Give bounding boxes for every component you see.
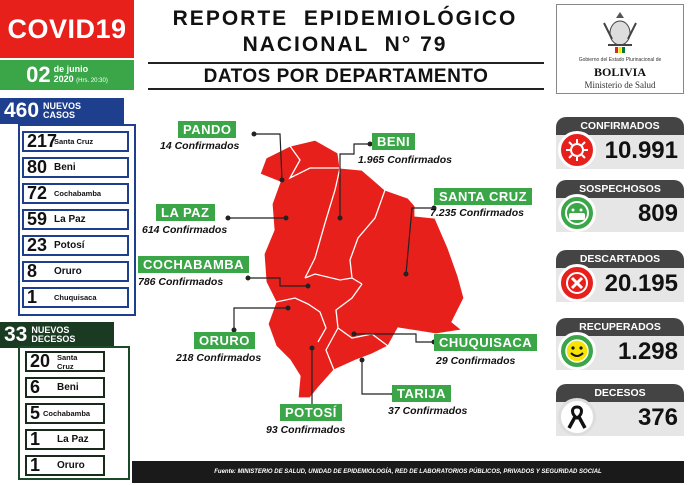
row-dept: La Paz [57, 434, 89, 445]
new-cases-row [22, 183, 129, 204]
row-count: 20 [30, 351, 51, 371]
dept-la-paz [156, 204, 215, 222]
title-line1: REPORTE EPIDEMIOLÓGICO [172, 7, 518, 30]
new-cases-row [22, 157, 129, 178]
stat-confirmados [556, 135, 684, 169]
new-cases-row [22, 261, 129, 282]
stat-decesos-label: DECESOS [556, 384, 684, 402]
covid19-label: COVID19 [7, 13, 127, 44]
row-count: 1 [30, 455, 41, 475]
covid19-banner [0, 0, 134, 58]
date-banner [0, 60, 134, 90]
dept-chuquisaca-conf: 29 Confirmados [436, 355, 516, 367]
dept-tarija-conf: 37 Confirmados [388, 405, 468, 417]
stat-recuperados-label: RECUPERADOS [556, 318, 684, 336]
new-deaths-row [25, 455, 105, 476]
dept-label: COCHABAMBA [138, 256, 249, 273]
ministry-logo [556, 4, 684, 94]
row-count: 8 [27, 261, 38, 281]
new-deaths-row [25, 377, 105, 398]
row-dept: Cochabamba [43, 409, 91, 418]
dept-santa-cruz [434, 188, 532, 206]
dept-potosi-conf: 93 Confirmados [266, 424, 346, 436]
logo-country: BOLIVIA [593, 65, 646, 79]
logo-gov-text: Gobierno del Estado Plurinacional de [578, 57, 662, 63]
dept-label: PANDO [178, 121, 236, 138]
new-deaths-row [25, 351, 105, 372]
stat-value: 1.298 [617, 338, 678, 365]
stat-value: 376 [637, 404, 678, 431]
date-month: de junio [53, 64, 89, 74]
new-deaths-label [31, 326, 75, 344]
new-deaths-row [25, 429, 105, 450]
row-dept: Chuquisaca [54, 293, 97, 302]
row-dept: Oruro [54, 266, 82, 277]
report-title [150, 6, 540, 58]
stat-sospechosos-label: SOSPECHOSOS [556, 180, 684, 198]
row-count: 6 [30, 377, 41, 397]
row-count: 72 [27, 183, 48, 203]
logo-ministry: Ministerio de Salud [584, 80, 656, 90]
new-cases-row [22, 235, 129, 256]
stat-decesos [556, 402, 684, 436]
dept-tarija [392, 385, 451, 403]
x-circle-icon [558, 264, 596, 302]
new-cases-label-line1: NUEVOS [43, 101, 82, 111]
dept-pando-conf: 14 Confirmados [160, 140, 240, 152]
row-count: 23 [27, 235, 48, 255]
dept-cochabamba [138, 256, 249, 274]
dept-oruro [194, 332, 255, 350]
row-count: 1 [27, 287, 38, 307]
new-deaths-header [0, 322, 114, 348]
date-year: 2020 [53, 74, 74, 84]
row-count: 59 [27, 209, 48, 229]
stat-confirmados-label: CONFIRMADOS [556, 117, 684, 135]
dept-pando [178, 121, 236, 139]
report-subtitle: DATOS POR DEPARTAMENTO [148, 62, 544, 90]
dept-label: TARIJA [392, 385, 451, 402]
row-dept: Cochabamba [54, 189, 102, 198]
dept-label: POTOSÍ [280, 404, 342, 421]
footer-source: Fuente: MINISTERIO DE SALUD, UNIDAD DE EPIDEMIOLOGÍA, RED DE LABORATORIOS PÚBLICOS, PRIVADOS Y SEGURIDAD SOCIAL [132, 461, 684, 483]
new-deaths-label-line2: DECESOS [31, 334, 76, 344]
row-count: 1 [30, 429, 41, 449]
row-count: 80 [27, 157, 48, 177]
dept-label: CHUQUISACA [434, 334, 537, 351]
stat-value: 809 [637, 200, 678, 227]
stat-descartados [556, 268, 684, 302]
row-dept: Potosí [54, 240, 85, 251]
dept-oruro-conf: 218 Confirmados [176, 352, 262, 364]
dept-cochabamba-conf: 786 Confirmados [138, 276, 224, 288]
new-cases-row [22, 209, 129, 230]
coat-of-arms-icon [598, 9, 642, 55]
dept-potosi [280, 404, 342, 422]
new-cases-count: 460 [4, 99, 40, 122]
dept-beni [372, 133, 415, 151]
stat-recuperados [556, 336, 684, 370]
row-dept: Oruro [57, 460, 85, 471]
stat-value: 20.195 [604, 270, 678, 297]
new-cases-header [0, 98, 124, 124]
row-dept: La Paz [54, 214, 86, 225]
virus-icon [558, 131, 596, 169]
new-deaths-row [25, 403, 105, 424]
new-cases-row [22, 287, 129, 308]
smile-icon [558, 332, 596, 370]
new-cases-label [43, 102, 81, 120]
dept-label: ORURO [194, 332, 255, 349]
date-time: (Hrs. 20:30) [76, 78, 108, 84]
row-dept: Santa Cruz [57, 352, 78, 371]
mourning-ribbon-icon [558, 398, 596, 436]
title-line2: NACIONAL N° 79 [242, 33, 448, 56]
dept-label: BENI [372, 133, 415, 150]
stat-value: 10.991 [604, 137, 678, 164]
stat-sospechosos [556, 198, 684, 232]
new-deaths-label-line1: NUEVOS [31, 325, 70, 335]
dept-chuquisaca [434, 334, 537, 352]
row-dept: Santa Cruz [54, 137, 94, 146]
date-details [54, 64, 108, 86]
row-count: 5 [30, 403, 41, 423]
date-day: 02 [26, 62, 51, 87]
row-dept: Beni [54, 162, 76, 173]
new-cases-row [22, 131, 129, 152]
stat-descartados-label: DESCARTADOS [556, 250, 684, 268]
new-cases-label-line2: CASOS [43, 110, 76, 120]
dept-beni-conf: 1.965 Confirmados [358, 154, 452, 166]
row-count: 217 [27, 131, 58, 151]
mask-face-icon [558, 194, 596, 232]
dept-la-paz-conf: 614 Confirmados [142, 224, 228, 236]
row-dept: Beni [57, 382, 79, 393]
dept-label: LA PAZ [156, 204, 215, 221]
new-deaths-count: 33 [4, 323, 28, 346]
dept-santa-cruz-conf: 7.235 Confirmados [430, 207, 524, 219]
dept-label: SANTA CRUZ [434, 188, 532, 205]
